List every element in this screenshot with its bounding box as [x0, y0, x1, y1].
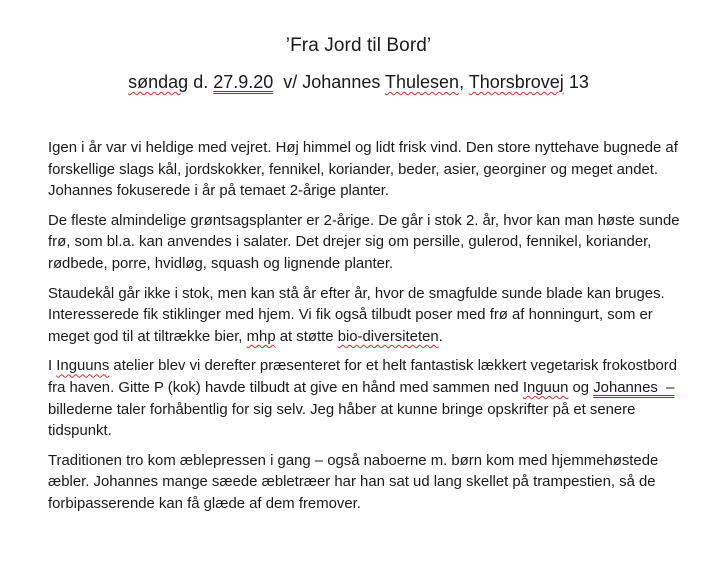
text-run: forbipasserende kan få glæde af dem fremover. [48, 495, 361, 512]
text-run: Traditionen tro kom æblepressen i gang – også naboerne m. børn kom med hjemmehøstede [48, 452, 659, 469]
subtitle-comma: , [459, 72, 469, 92]
subtitle-date: 27.9.20 [213, 72, 274, 92]
document-title: ’Fra Jord til Bord’ [285, 35, 432, 56]
paragraph-line [48, 356, 688, 378]
text-run: at støtte [275, 328, 338, 345]
flagged-word: bio-diversiteten [337, 328, 439, 345]
paragraph-line [48, 160, 688, 182]
subtitle-number: 13 [563, 72, 589, 92]
text-run: fra haven. Gitte P (kok) havde tilbudt at give en hånd med sammen ned [48, 379, 523, 396]
paragraph-line [48, 400, 688, 422]
subtitle-day: søndag [128, 72, 189, 92]
text-run: Staudekål går ikke i stok, men kan stå år efter år, hvor de smagfulde sunde blade kan bruges. [48, 285, 665, 302]
paragraph-1 [48, 138, 688, 203]
paragraph-line [48, 472, 688, 494]
text-run: billederne taler forhåbentlig for sig selv. Jeg håber at kunne bringe opskrifter på et senere [48, 401, 636, 418]
paragraph-5 [48, 451, 688, 516]
paragraph-line [48, 138, 688, 160]
grammar-flagged-text: Johannes – [593, 379, 675, 396]
subtitle-surname: Thulesen [385, 72, 460, 92]
text-run: Johannes fokuserede i år på temaet 2-årige planter. [48, 183, 390, 200]
document-body [48, 138, 688, 524]
paragraph-line [48, 305, 688, 327]
paragraph-line [48, 211, 688, 233]
paragraph-4 [48, 356, 688, 442]
document-subtitle [0, 70, 717, 94]
subtitle-host: v/ Johannes [273, 72, 386, 92]
flagged-word: mhp [246, 328, 276, 345]
paragraph-line [48, 327, 688, 349]
paragraph-line [48, 284, 688, 306]
flagged-word: Inguuns [56, 358, 110, 375]
text-run: og [568, 379, 594, 396]
text-run: Interesserede fik stiklinger med hjem. Vi fik også tilbudt poser med frø af honningurt, som er [48, 307, 653, 324]
paragraph-line [48, 421, 688, 443]
text-run: frø, som bl.a. kan anvendes i salater. Det drejer sig om persille, gulerod, fennikel, koriander, [48, 234, 652, 251]
text-run: æbler. Johannes mange sæede æbletræer har han sat ud lang skellet på trampestien, så de [48, 474, 656, 491]
text-run: meget god til at tiltrække bier, [48, 328, 247, 345]
paragraph-line [48, 254, 688, 276]
subtitle-d: d. [188, 72, 214, 92]
text-run: De fleste almindelige grøntsagsplanter er 2-årige. De går i stok 2. år, hvor kan man høste sunde [48, 212, 680, 229]
text-run: forskellige slags kål, jordskokker, fennikel, koriander, beder, asier, georginer og meget andet. [48, 161, 659, 178]
text-run: atelier blev vi derefter præsenteret for et helt fantastisk lækkert vegetarisk frokostbord [109, 358, 678, 375]
paragraph-line [48, 378, 688, 400]
text-run: Igen i år var vi heldige med vejret. Høj himmel og lidt frisk vind. Den store nyttehave bugnede af [48, 140, 678, 156]
text-run: rødbede, porre, hvidløg, squash og lignende planter. [48, 255, 394, 272]
subtitle-street: Thorsbrovej [468, 72, 564, 92]
paragraph-line [48, 232, 688, 254]
paragraph-line [48, 494, 688, 516]
text-run: I [48, 358, 57, 375]
paragraph-2 [48, 211, 688, 276]
text-run: tidspunkt. [48, 423, 112, 440]
text-run: . [438, 328, 443, 345]
paragraph-3 [48, 284, 688, 349]
flagged-word: Inguun [522, 379, 569, 396]
paragraph-line [48, 451, 688, 473]
paragraph-line [48, 181, 688, 203]
